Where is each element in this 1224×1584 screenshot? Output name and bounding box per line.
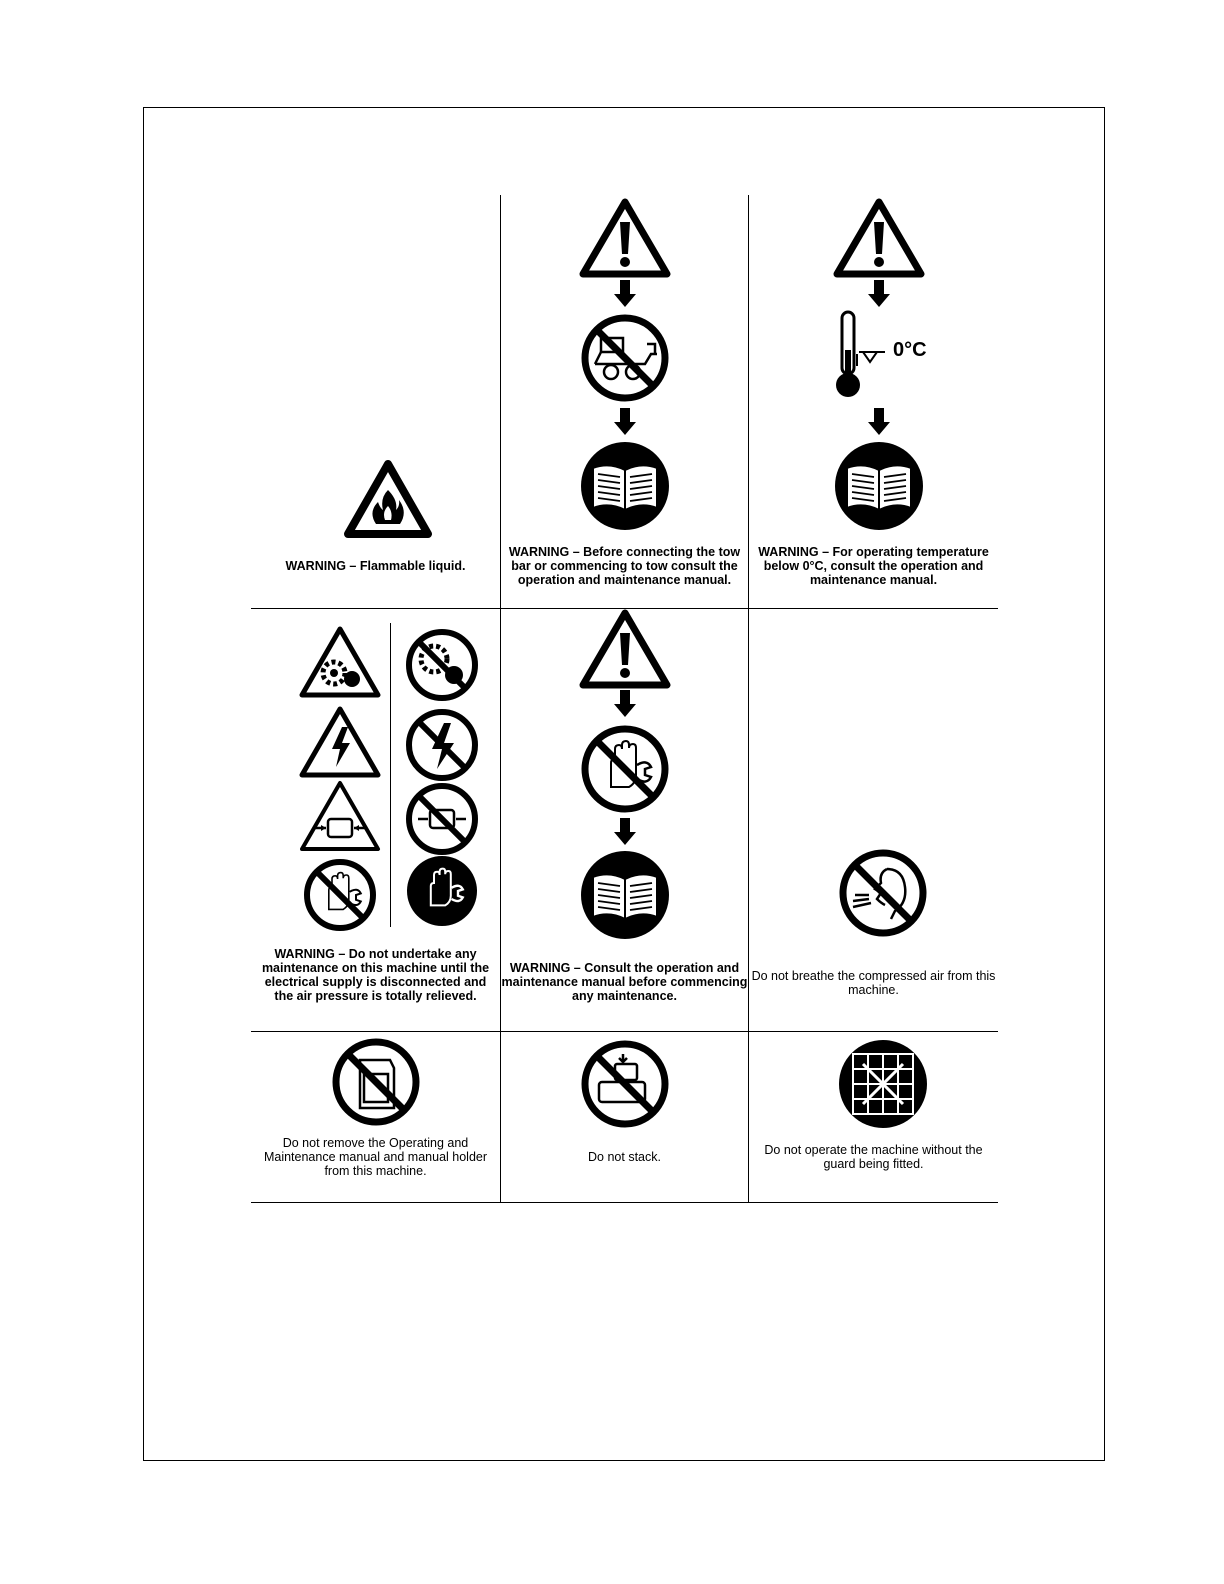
sign-caption: Do not stack. — [588, 1150, 661, 1164]
flame-warning-icon — [338, 455, 438, 545]
sign-consult-manual — [501, 609, 748, 1031]
sign-caption: WARNING – Flammable liquid. — [285, 559, 466, 573]
sign-caption: WARNING – Before connecting the tow bar or commencing to tow consult the operation and maintenance manual. — [508, 545, 741, 587]
sign-caption: Do not operate the machine without the guard being fitted. — [764, 1143, 983, 1171]
sign-remove-manual — [251, 1032, 500, 1202]
down-arrow-icon — [610, 817, 640, 847]
sign-caption: Do not remove the Operating and Maintenance manual and manual holder from this machine. — [263, 1136, 488, 1178]
sign-guard — [749, 1032, 998, 1202]
electric-shock-prohibition-icon — [404, 707, 480, 783]
exclamation-warning-icon — [575, 609, 675, 689]
exclamation-warning-icon — [575, 198, 675, 278]
no-towing-icon — [577, 310, 673, 406]
sign-maintenance-supply — [251, 609, 500, 1031]
sign-caption: WARNING – For operating temperature below 0°C, consult the operation and maintenance manual. — [758, 545, 989, 587]
down-arrow-icon — [610, 689, 640, 719]
down-arrow-icon — [864, 407, 894, 437]
sign-caption: Do not breathe the compressed air from this machine. — [751, 969, 996, 997]
sign-temperature — [749, 195, 998, 608]
no-remove-manual-icon — [328, 1034, 424, 1130]
no-breathing-icon — [835, 845, 931, 941]
no-maintenance-icon — [302, 857, 378, 933]
icon-group-divider — [390, 623, 391, 927]
down-arrow-icon — [864, 279, 894, 309]
pressure-vessel-prohibition-icon — [404, 781, 480, 857]
thermometer-icon — [833, 310, 893, 400]
sign-caption: WARNING – Consult the operation and maintenance manual before commencing any maintenance. — [501, 961, 748, 1003]
sign-flammable — [251, 195, 500, 608]
electric-shock-warning-icon — [298, 705, 382, 781]
sign-caption: WARNING – Do not undertake any maintenance on this machine until the electrical supply is disconnected and the air pressure is totally relieved. — [261, 947, 490, 1003]
sign-tow-bar — [501, 195, 748, 608]
row-divider — [251, 1202, 998, 1203]
temperature-label: 0°C — [893, 339, 927, 361]
down-arrow-icon — [610, 279, 640, 309]
read-manual-icon — [579, 849, 671, 941]
maintenance-permitted-icon — [404, 853, 480, 929]
pressure-vessel-warning-icon — [298, 779, 382, 855]
rotating-gears-warning-icon — [298, 625, 382, 701]
down-arrow-icon — [610, 407, 640, 437]
rotating-gears-prohibition-icon — [404, 627, 480, 703]
no-maintenance-icon — [577, 721, 673, 817]
read-manual-icon — [833, 440, 925, 532]
fitted-guard-icon — [835, 1036, 931, 1132]
sign-breathe-air — [749, 609, 998, 1031]
exclamation-warning-icon — [829, 198, 929, 278]
read-manual-icon — [579, 440, 671, 532]
safety-signs-table — [251, 195, 998, 1203]
no-stacking-icon — [577, 1036, 673, 1132]
sign-stack — [501, 1032, 748, 1202]
